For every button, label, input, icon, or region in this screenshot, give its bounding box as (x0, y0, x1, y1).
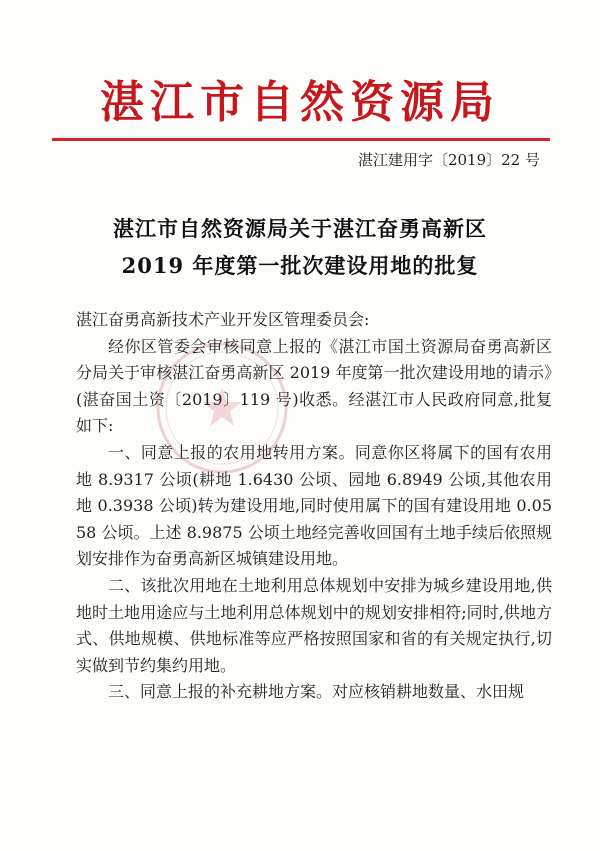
issuing-authority-header: 湛江市自然资源局 (100, 77, 500, 128)
body-paragraph-4: 三、同意上报的补充耕地方案。对应核销耕地数量、水田规 (108, 682, 525, 702)
document-title-line-2: 2019 年度第一批次建设用地的批复 (121, 253, 479, 278)
body-paragraph-3: 二、该批次用地在土地利用总体规划中安排为城乡建设用地,供地时土地用途应与土地利用总体规划中的规划安排相符;同时,供地方式、供地规模、供地标准等应严格按照国家和省的有关规定执行,切实做到节约集约用地。 (76, 575, 552, 675)
body-paragraph-2: 一、同意上报的农用地转用方案。同意你区将属下的国有农用地 8.9317 公顷(耕地 1.6430 公顷、园地 6.8949 公顷,其他农用地 0.3938 公顷)转为建设用地,同时使用属下的国有建设用地 0.0558 公顷。上述 8.9875 公顷土地经完善收回国有土地手续后依照规划安排作为奋勇高新区城镇建设用地。 (76, 442, 552, 569)
body-paragraph-1: 经你区管委会审核同意上报的《湛江市国土资源局奋勇高新区分局关于审核湛江奋勇高新区 2019 年度第一批次建设用地的请示》(湛奋国土资〔2019〕119 号)收悉。经湛江市人民政府同意,批复如下: (76, 336, 552, 436)
red-separator-line (52, 138, 550, 141)
addressee: 湛江奋勇高新技术产业开发区管理委员会: (76, 310, 370, 329)
document-number: 湛江建用字〔2019〕22 号 (357, 151, 540, 169)
document-title-line-1: 湛江市自然资源局关于湛江奋勇高新区 (113, 216, 487, 241)
document-body (76, 307, 552, 706)
